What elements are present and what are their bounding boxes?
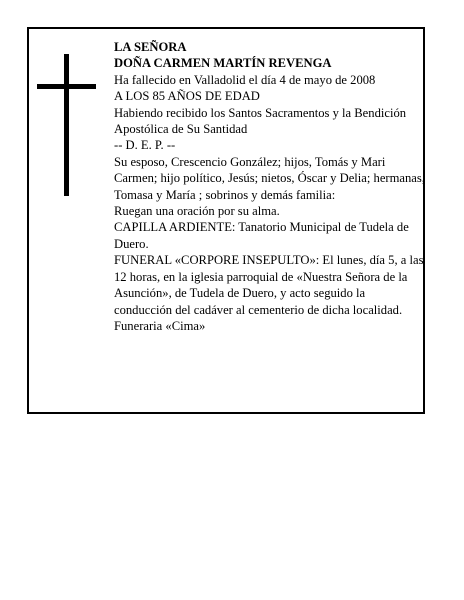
family-list: Su esposo, Crescencio González; hijos, Tomás y Mari Carmen; hijo político, Jesús; nietos, Óscar y Delia; hermanas, Tomasa y María ; sobrinos y demás familia: [114,154,425,202]
obituary-text [114,39,426,334]
chapel-info: CAPILLA ARDIENTE: Tanatorio Municipal de Tudela de Duero. [114,220,409,251]
prayer-request: Ruegan una oración por su alma. [114,204,280,219]
deceased-name: DOÑA CARMEN MARTÍN REVENGA [114,56,332,71]
death-statement: Ha fallecido en Valladolid el día 4 de mayo de 2008 [114,72,376,87]
funeral-info: FUNERAL «CORPORE INSEPULTO»: El lunes, día 5, a las 12 horas, en la iglesia parroquial de «Nuestra Señora de la Asunción», de Tudela de Duero, y acto seguido la conducción del cadáver al cementerio de dicha localidad. [114,253,424,317]
sacraments-statement: Habiendo recibido los Santos Sacramentos y la Bendición Apostólica de Su Santidad [114,105,407,137]
cross-horizontal-bar [37,84,96,89]
dep-line: -- D. E. P. -- [114,138,176,153]
notice-title: LA SEÑORA [114,40,187,54]
cross-vertical-bar [64,54,69,196]
age-statement: A LOS 85 AÑOS DE EDAD [114,89,260,104]
funeral-home: Funeraria «Cima» [114,318,206,333]
